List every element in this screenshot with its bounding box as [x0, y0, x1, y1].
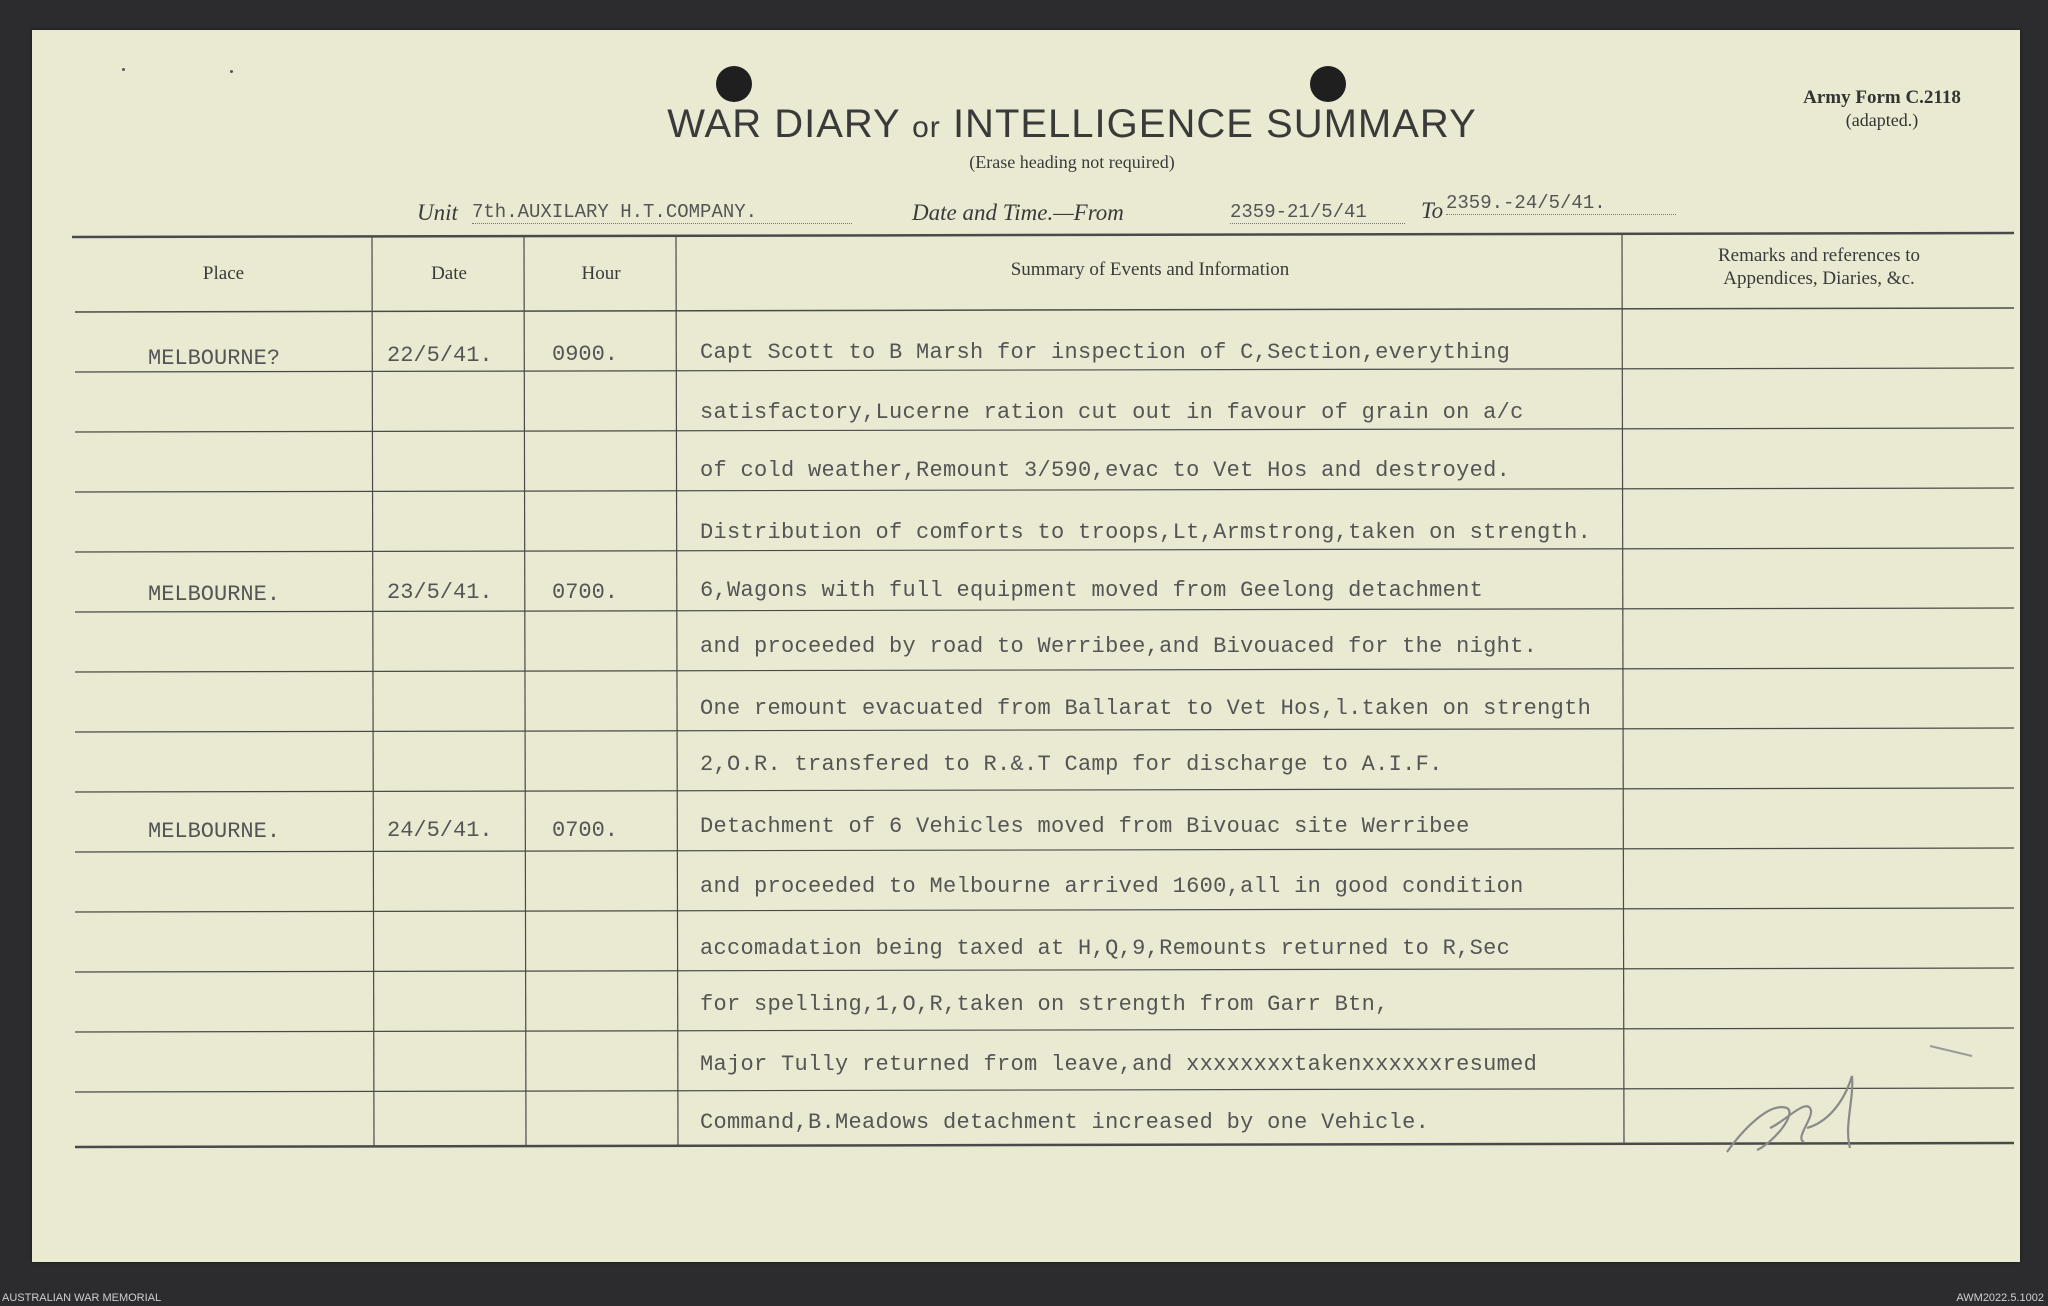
summary-line: and proceeded to Melbourne arrived 1600,all in good condition — [700, 874, 1524, 899]
unit-label: Unit — [417, 200, 458, 225]
column-header-hour: Hour — [581, 263, 621, 284]
date-time-label: Date and Time.—From — [912, 200, 1124, 225]
remarks-header-line-2: Appendices, Diaries, &c. — [1723, 268, 1915, 289]
summary-line: Capt Scott to B Marsh for inspection of C,Section,everything — [700, 340, 1511, 365]
summary-line: and proceeded by road to Werribee,and Bivouaced for the night. — [700, 634, 1538, 659]
column-header-place: Place — [202, 263, 245, 284]
page-subtitle: (Erase heading not required) — [969, 152, 1175, 172]
title-war-diary: WAR DIARY — [667, 102, 900, 146]
to-label: To — [1421, 198, 1444, 223]
entry-3-hour: 0700. — [552, 818, 619, 843]
initials-signature — [1727, 1076, 1852, 1152]
form-adapted-note: (adapted.) — [1845, 110, 1919, 130]
summary-line: Command,B.Meadows detachment increased by one Vehicle. — [700, 1110, 1430, 1135]
summary-line: satisfactory,Lucerne ration cut out in favour of grain on a/c — [700, 400, 1524, 425]
archive-credit: AUSTRALIAN WAR MEMORIAL — [2, 1292, 162, 1304]
entry-1-place: MELBOURNE? — [148, 346, 281, 371]
summary-line: 6,Wagons with full equipment moved from Geelong detachment — [700, 578, 1484, 603]
archive-reference: AWM2022.5.1002 — [1956, 1292, 2044, 1304]
summary-line: 2,O.R. transfered to R.&.T Camp for discharge to A.I.F. — [700, 752, 1443, 777]
summary-line: accomadation being taxed at H,Q,9,Remounts returned to R,Sec — [700, 936, 1511, 961]
paper-mark — [1930, 1046, 1972, 1056]
entry-2-place: MELBOURNE. — [148, 582, 281, 607]
summary-line: One remount evacuated from Ballarat to Vet Hos,l.taken on strength — [700, 696, 1592, 721]
entry-2-hour: 0700. — [552, 580, 619, 605]
title-or: or — [912, 111, 941, 144]
to-value: 2359.-24/5/41. — [1446, 192, 1676, 215]
remarks-header-line-1: Remarks and references to — [1717, 245, 1921, 266]
summary-line: of cold weather,Remount 3/590,evac to Vet Hos and destroyed. — [700, 458, 1511, 483]
diary-sheet — [32, 30, 2020, 1262]
summary-line: for spelling,1,O,R,taken on strength from Garr Btn, — [700, 992, 1389, 1017]
summary-line: Major Tully returned from leave,and xxxxxxxxtakenxxxxxxresumed — [700, 1052, 1538, 1077]
from-value: 2359-21/5/41 — [1230, 201, 1405, 224]
entry-1-date: 22/5/41. — [387, 343, 493, 368]
column-header-remarks — [1624, 244, 2014, 290]
form-number: Army Form C.2118 — [1803, 87, 1961, 108]
unit-value: 7th.AUXILARY H.T.COMPANY. — [472, 201, 852, 224]
column-header-date: Date — [431, 263, 467, 284]
entry-3-date: 24/5/41. — [387, 818, 493, 843]
summary-line: Detachment of 6 Vehicles moved from Bivouac site Werribee — [700, 814, 1470, 839]
entry-2-date: 23/5/41. — [387, 580, 493, 605]
title-intelligence-summary: INTELLIGENCE SUMMARY — [952, 102, 1477, 146]
column-header-summary: Summary of Events and Information — [1010, 259, 1290, 280]
entry-3-place: MELBOURNE. — [148, 819, 281, 844]
entry-1-hour: 0900. — [552, 342, 619, 367]
summary-line: Distribution of comforts to troops,Lt,Armstrong,taken on strength. — [700, 520, 1592, 545]
